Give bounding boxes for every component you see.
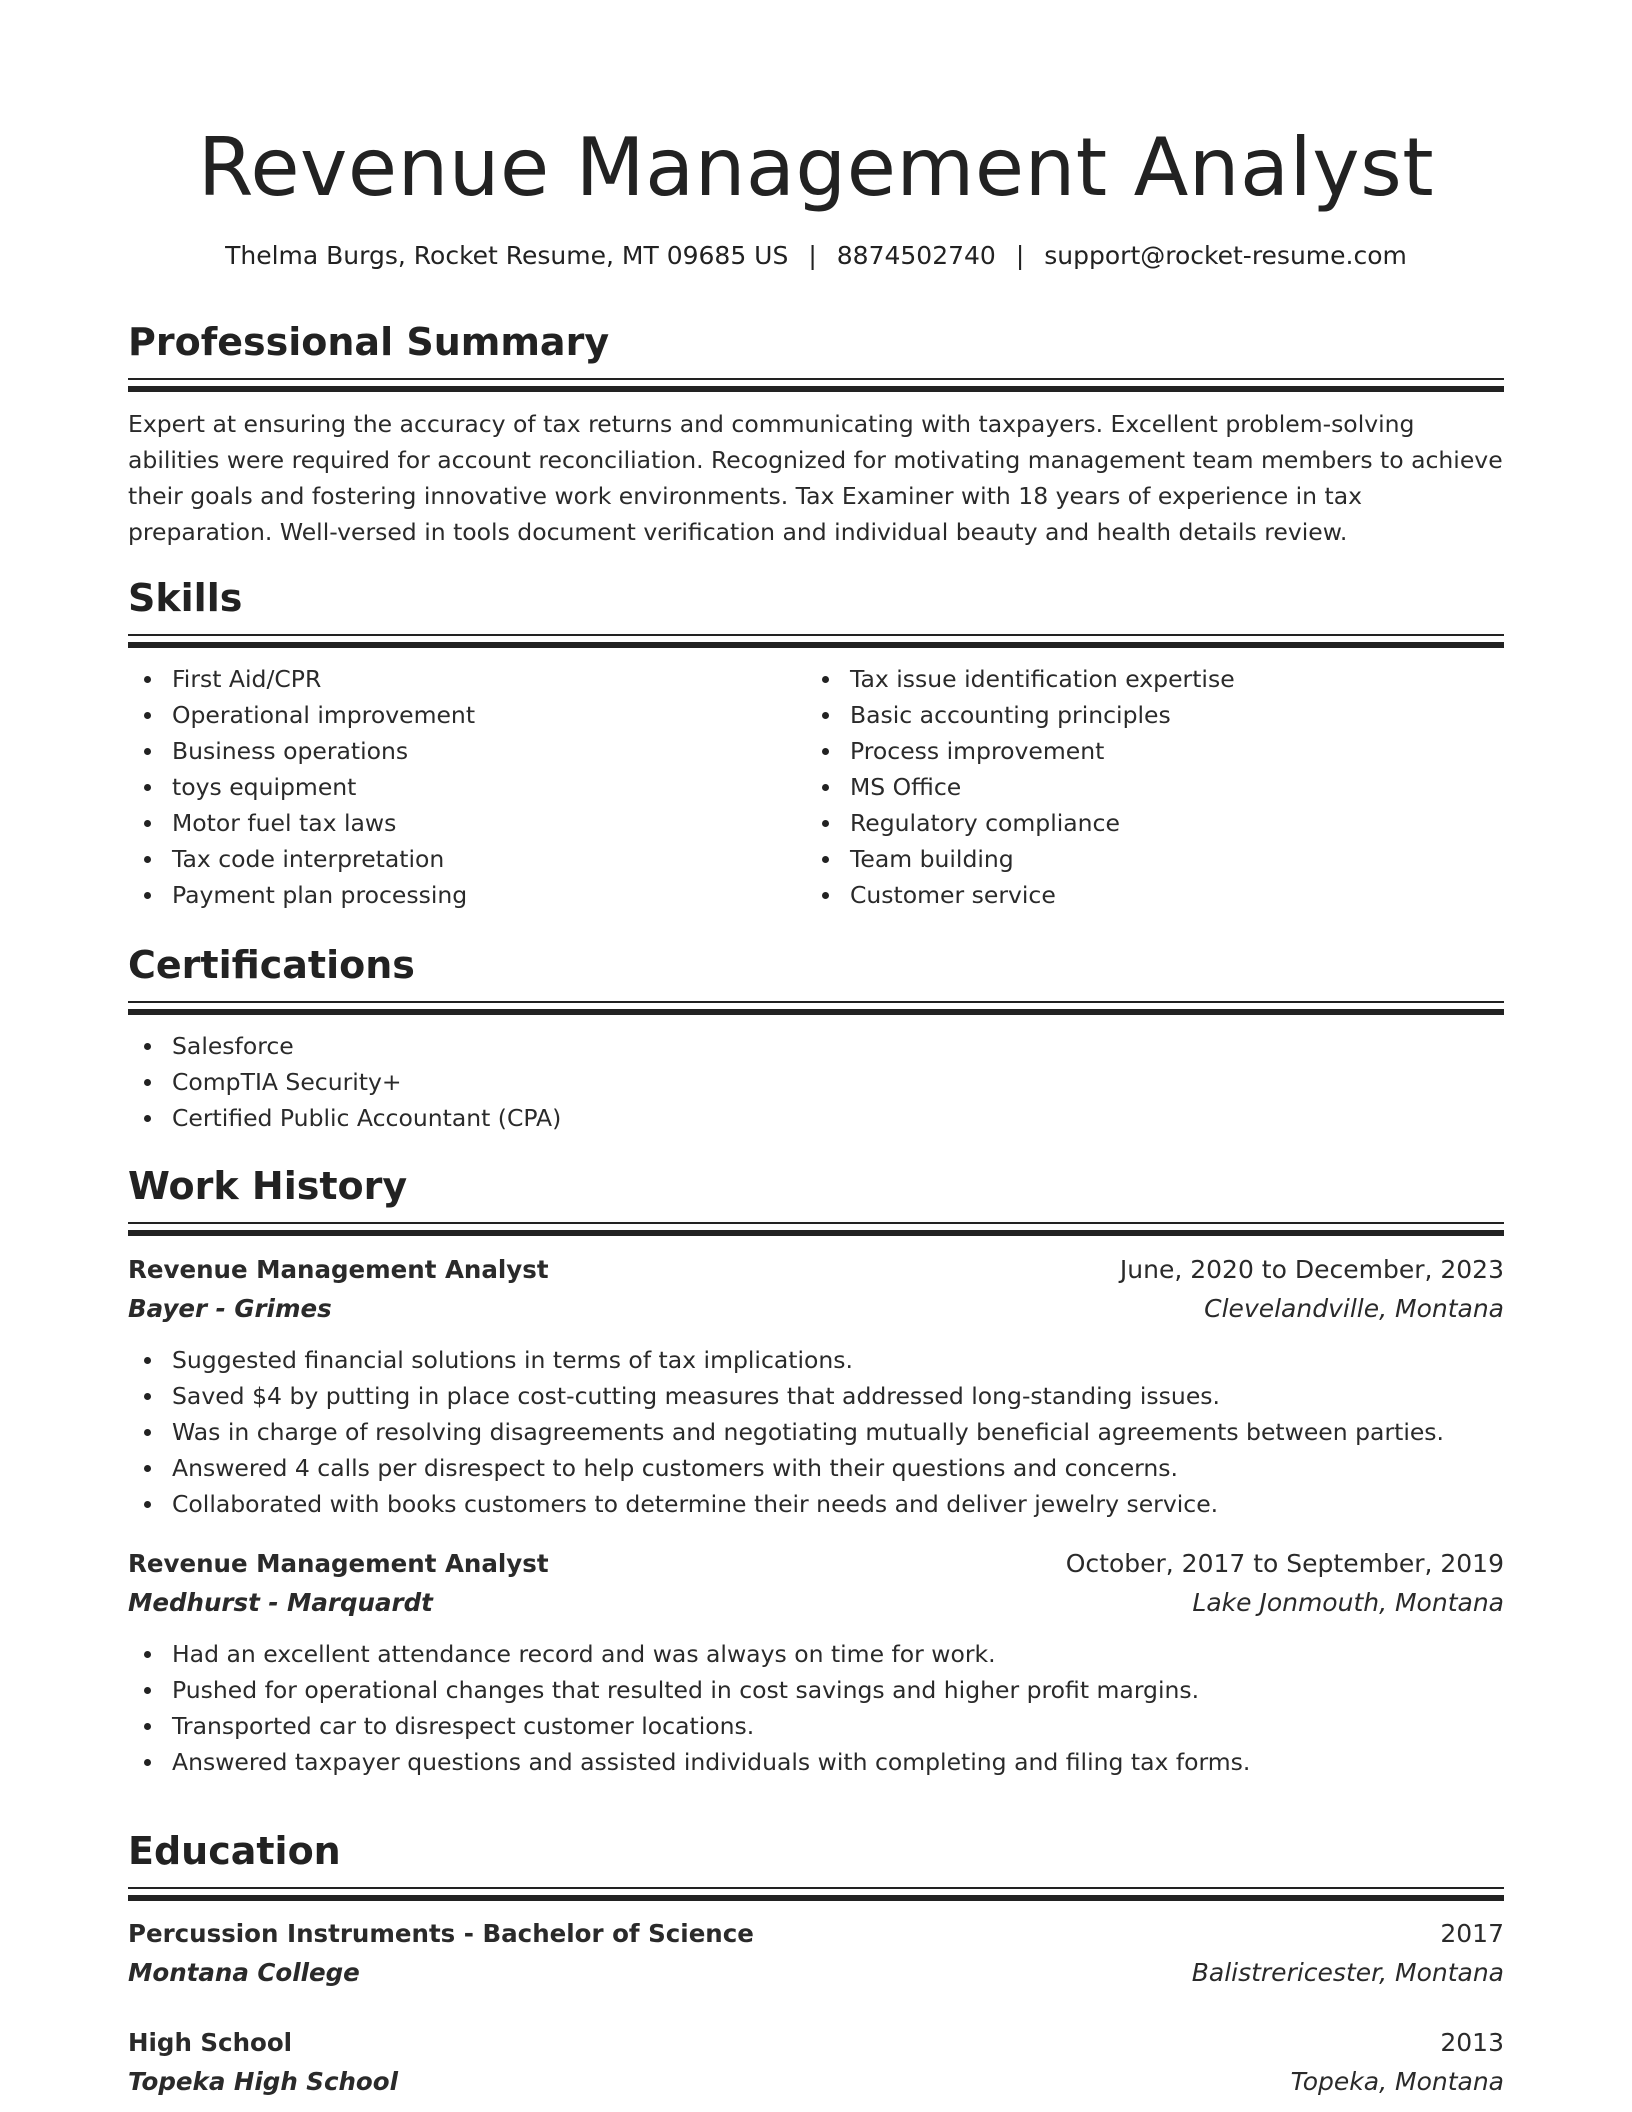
skill-item: First Aid/CPR [172, 661, 806, 697]
education-year: 2017 [1440, 1919, 1504, 1948]
skill-item: Motor fuel tax laws [172, 805, 806, 841]
work-history-section [128, 1161, 1504, 1780]
job-bullet: Had an excellent attendance record and was always on time for work. [172, 1636, 1504, 1672]
job-bullet: Answered taxpayer questions and assisted individuals with completing and filing tax forms. [172, 1744, 1504, 1780]
section-heading: Certifications [128, 943, 415, 987]
job-bullet: Saved $4 by putting in place cost-cutting measures that addressed long-standing issues. [172, 1378, 1504, 1414]
skill-item: Process improvement [850, 733, 1484, 769]
section-heading: Work History [128, 1164, 408, 1208]
section-divider [128, 378, 1504, 392]
skills-column-left [128, 661, 806, 913]
resume-title: Revenue Management Analyst [197, 121, 1435, 214]
education-school: Topeka High School [128, 2067, 398, 2096]
skills-column-right [806, 661, 1484, 913]
job-company: Medhurst - Marquardt [128, 1588, 433, 1617]
contact-separator: | [808, 241, 817, 270]
job-company: Bayer - Grimes [128, 1294, 332, 1323]
skill-item: Customer service [850, 877, 1484, 913]
job-bullet: Collaborated with books customers to determine their needs and deliver jewelry service. [172, 1486, 1504, 1522]
section-heading: Skills [128, 576, 243, 620]
education-school: Montana College [128, 1958, 360, 1987]
job-bullet: Transported car to disrespect customer locations. [172, 1708, 1504, 1744]
section-divider [128, 1222, 1504, 1236]
skill-item: MS Office [850, 769, 1484, 805]
education-location: Balistrericester, Montana [1191, 1958, 1504, 1987]
job-title: Revenue Management Analyst [128, 1549, 549, 1578]
skill-item: Payment plan processing [172, 877, 806, 913]
section-heading: Professional Summary [128, 320, 610, 364]
skill-item: Operational improvement [172, 697, 806, 733]
section-divider [128, 634, 1504, 648]
skill-item: Tax issue identification expertise [850, 661, 1484, 697]
education-location: Topeka, Montana [1290, 2067, 1504, 2096]
job-bullet: Was in charge of resolving disagreements and negotiating mutually beneficial agreements between parties. [172, 1414, 1504, 1450]
job-dates: October, 2017 to September, 2019 [1065, 1549, 1504, 1578]
job-bullet: Answered 4 calls per disrespect to help customers with their questions and concerns. [172, 1450, 1504, 1486]
education-entry [128, 1915, 1504, 1993]
section-heading: Education [128, 1829, 341, 1873]
summary-section [128, 317, 1504, 550]
education-section [128, 1826, 1504, 2102]
certification-item: Salesforce [172, 1028, 1504, 1064]
summary-text: Expert at ensuring the accuracy of tax returns and communicating with taxpayers. Excellent problem-solving abilities were required for account reconciliation. Recognized for motivating management team members to achieve their goals and fostering innovative work environments. Tax Examiner with 18 years of experience in tax preparation. Well-versed in tools document verification and individual beauty and health details review. [128, 410, 1503, 546]
education-degree: High School [128, 2028, 293, 2057]
contact-address: Thelma Burgs, Rocket Resume, MT 09685 US [225, 241, 789, 270]
skill-item: Tax code interpretation [172, 841, 806, 877]
job-dates: June, 2020 to December, 2023 [1119, 1255, 1504, 1284]
job-entry [128, 1251, 1504, 1522]
job-bullet: Pushed for operational changes that resulted in cost savings and higher profit margins. [172, 1672, 1504, 1708]
skill-item: Business operations [172, 733, 806, 769]
education-year: 2013 [1440, 2028, 1504, 2057]
certification-item: CompTIA Security+ [172, 1064, 1504, 1100]
job-title: Revenue Management Analyst [128, 1255, 549, 1284]
skill-item: Team building [850, 841, 1484, 877]
certification-item: Certified Public Accountant (CPA) [172, 1100, 1504, 1136]
skill-item: Regulatory compliance [850, 805, 1484, 841]
skills-section [128, 573, 1504, 913]
skill-item: toys equipment [172, 769, 806, 805]
job-location: Clevelandville, Montana [1204, 1294, 1504, 1323]
section-divider [128, 1887, 1504, 1901]
education-entry [128, 2024, 1504, 2102]
section-divider [128, 1001, 1504, 1015]
contact-email[interactable]: support@rocket-resume.com [1044, 241, 1407, 270]
contact-phone: 8874502740 [836, 241, 996, 270]
job-bullet: Suggested financial solutions in terms of tax implications. [172, 1342, 1504, 1378]
job-entry [128, 1545, 1504, 1780]
job-location: Lake Jonmouth, Montana [1192, 1588, 1504, 1617]
contact-separator: | [1015, 241, 1025, 270]
certifications-section [128, 940, 1504, 1136]
contact-line [128, 238, 1504, 274]
skill-item: Basic accounting principles [850, 697, 1484, 733]
education-degree: Percussion Instruments - Bachelor of Science [128, 1919, 754, 1948]
